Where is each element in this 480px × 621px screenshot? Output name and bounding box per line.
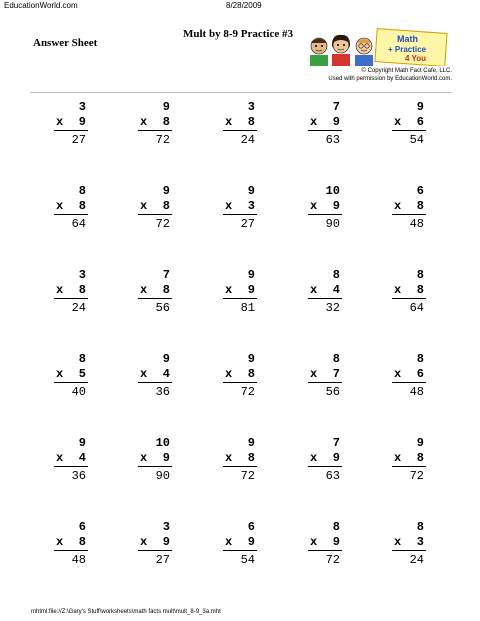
- answer-line: [54, 550, 88, 551]
- problem-multiplier: 4: [162, 367, 170, 381]
- answer-line: [54, 214, 88, 215]
- answer-line: [308, 214, 342, 215]
- problem-multiplicand: 9: [247, 436, 255, 450]
- answer-line: [138, 130, 172, 131]
- multiply-sign: x: [394, 367, 402, 381]
- copyright-line: © Copyright Math Fact Cafe, LLC.: [361, 68, 452, 74]
- problem-multiplier: 9: [162, 535, 170, 549]
- multiply-sign: x: [394, 451, 402, 465]
- multiply-sign: x: [225, 535, 233, 549]
- problem-multiplier: 4: [332, 283, 340, 297]
- multiply-sign: x: [140, 115, 148, 129]
- problem-multiplier: 4: [78, 451, 86, 465]
- answer-line: [54, 466, 88, 467]
- multiply-sign: x: [394, 283, 402, 297]
- problem-answer: 36: [155, 385, 170, 399]
- multiply-sign: x: [310, 451, 318, 465]
- problem: [134, 268, 176, 318]
- problem-answer: 24: [240, 133, 255, 147]
- problem-multiplicand: 3: [78, 268, 86, 282]
- problem-multiplier: 8: [416, 283, 424, 297]
- multiply-sign: x: [56, 535, 64, 549]
- multiply-sign: x: [56, 283, 64, 297]
- answer-line: [223, 382, 257, 383]
- problem-multiplier: 6: [416, 115, 424, 129]
- problem-multiplicand: 7: [332, 436, 340, 450]
- problem-multiplier: 8: [78, 535, 86, 549]
- problem: [219, 184, 261, 234]
- problem: [304, 352, 346, 402]
- problem-multiplier: 8: [162, 115, 170, 129]
- multiply-sign: x: [140, 199, 148, 213]
- multiply-sign: x: [56, 199, 64, 213]
- problem-answer: 27: [240, 217, 255, 231]
- problem: [219, 352, 261, 402]
- problem-answer: 72: [155, 133, 170, 147]
- problem-multiplier: 8: [247, 367, 255, 381]
- problem-multiplicand: 7: [332, 100, 340, 114]
- problem-multiplicand: 9: [416, 100, 424, 114]
- footer-path: mhtml:file://Z:\Gary's Stuff\worksheets\math facts mult\mult_8-9_3a.mht: [31, 609, 221, 615]
- multiply-sign: x: [140, 535, 148, 549]
- problem-answer: 24: [71, 301, 86, 315]
- problem-multiplicand: 8: [332, 268, 340, 282]
- answer-line: [54, 298, 88, 299]
- answer-line: [308, 382, 342, 383]
- problem-multiplicand: 9: [78, 436, 86, 450]
- problem-answer: 36: [71, 469, 86, 483]
- math-practice-logo: [304, 28, 450, 66]
- problem-multiplicand: 9: [162, 352, 170, 366]
- problem-answer: 90: [155, 469, 170, 483]
- answer-line: [223, 550, 257, 551]
- answer-line: [392, 550, 426, 551]
- multiply-sign: x: [56, 367, 64, 381]
- answer-line: [223, 130, 257, 131]
- problem-multiplicand: 7: [162, 268, 170, 282]
- problem-answer: 64: [409, 301, 424, 315]
- problem-multiplicand: 8: [416, 352, 424, 366]
- problem-multiplier: 9: [78, 115, 86, 129]
- answer-line: [138, 466, 172, 467]
- answer-line: [223, 214, 257, 215]
- problem-multiplier: 9: [247, 283, 255, 297]
- problem-multiplier: 8: [162, 283, 170, 297]
- multiply-sign: x: [310, 535, 318, 549]
- problem-multiplicand: 9: [162, 100, 170, 114]
- problem-multiplier: 6: [416, 367, 424, 381]
- problem: [219, 100, 261, 150]
- multiply-sign: x: [310, 115, 318, 129]
- multiply-sign: x: [310, 199, 318, 213]
- problem: [219, 520, 261, 570]
- problem: [304, 268, 346, 318]
- problem-multiplier: 8: [416, 199, 424, 213]
- problem: [304, 100, 346, 150]
- problem-multiplicand: 8: [332, 520, 340, 534]
- problem-answer: 40: [71, 385, 86, 399]
- answer-line: [392, 130, 426, 131]
- problem-multiplicand: 3: [162, 520, 170, 534]
- problem: [388, 352, 430, 402]
- problem-multiplier: 9: [247, 535, 255, 549]
- problem-multiplicand: 6: [78, 520, 86, 534]
- problem-multiplicand: 9: [162, 184, 170, 198]
- date-label: 8/28/2009: [226, 1, 262, 10]
- problem-multiplier: 9: [332, 535, 340, 549]
- answer-line: [392, 214, 426, 215]
- problem-answer: 48: [71, 553, 86, 567]
- logo-line1: Math: [397, 34, 418, 44]
- problem-answer: 48: [409, 385, 424, 399]
- problem-answer: 90: [325, 217, 340, 231]
- answer-line: [223, 466, 257, 467]
- kid-middle-icon: [332, 35, 350, 66]
- answer-line: [54, 130, 88, 131]
- site-label: EducationWorld.com: [4, 1, 78, 10]
- problem-multiplier: 8: [416, 451, 424, 465]
- problem-multiplier: 9: [332, 115, 340, 129]
- problem-answer: 54: [240, 553, 255, 567]
- answer-line: [392, 466, 426, 467]
- problem-multiplicand: 9: [247, 352, 255, 366]
- problem-multiplicand: 10: [155, 436, 170, 450]
- problem: [50, 520, 92, 570]
- problem: [50, 268, 92, 318]
- multiply-sign: x: [394, 199, 402, 213]
- problem-multiplicand: 9: [416, 436, 424, 450]
- problem-multiplier: 9: [332, 451, 340, 465]
- problem-multiplicand: 9: [247, 184, 255, 198]
- answer-line: [392, 298, 426, 299]
- problem: [50, 352, 92, 402]
- problem-multiplier: 8: [78, 199, 86, 213]
- problem: [388, 268, 430, 318]
- problem-multiplicand: 8: [416, 520, 424, 534]
- problem: [50, 184, 92, 234]
- problem-multiplier: 9: [332, 199, 340, 213]
- problem: [50, 100, 92, 150]
- answer-line: [392, 382, 426, 383]
- multiply-sign: x: [394, 115, 402, 129]
- multiply-sign: x: [225, 199, 233, 213]
- logo-line2: + Practice: [388, 45, 427, 54]
- answer-line: [138, 382, 172, 383]
- problem: [388, 520, 430, 570]
- problem-multiplier: 3: [416, 535, 424, 549]
- answer-line: [308, 130, 342, 131]
- answer-line: [223, 298, 257, 299]
- problem-multiplicand: 3: [247, 100, 255, 114]
- divider: [30, 92, 452, 93]
- problem: [50, 436, 92, 486]
- problem-answer: 64: [71, 217, 86, 231]
- kid-left-icon: [310, 38, 328, 66]
- problem-answer: 72: [240, 385, 255, 399]
- problem-multiplier: 8: [247, 115, 255, 129]
- answer-sheet-label: Answer Sheet: [33, 37, 98, 49]
- answer-line: [308, 550, 342, 551]
- problem-multiplicand: 9: [247, 268, 255, 282]
- problem-answer: 27: [71, 133, 86, 147]
- multiply-sign: x: [56, 451, 64, 465]
- problem: [388, 100, 430, 150]
- problem: [304, 436, 346, 486]
- problem: [134, 184, 176, 234]
- problem-multiplicand: 3: [78, 100, 86, 114]
- problem-answer: 72: [325, 553, 340, 567]
- problem-answer: 56: [325, 385, 340, 399]
- problem-answer: 72: [155, 217, 170, 231]
- answer-line: [308, 466, 342, 467]
- problem-answer: 48: [409, 217, 424, 231]
- problem: [388, 436, 430, 486]
- problem-multiplier: 7: [332, 367, 340, 381]
- copyright-notice: [300, 67, 452, 83]
- problem-answer: 81: [240, 301, 255, 315]
- problem: [304, 184, 346, 234]
- problem-multiplier: 8: [78, 283, 86, 297]
- answer-line: [138, 550, 172, 551]
- problem-multiplier: 3: [247, 199, 255, 213]
- multiply-sign: x: [140, 283, 148, 297]
- problem-multiplicand: 10: [325, 184, 340, 198]
- problem-multiplicand: 8: [78, 352, 86, 366]
- problem-multiplicand: 6: [247, 520, 255, 534]
- answer-line: [138, 298, 172, 299]
- worksheet-title: Mult by 8-9 Practice #3: [183, 28, 293, 40]
- problem-multiplier: 8: [162, 199, 170, 213]
- answer-line: [138, 214, 172, 215]
- multiply-sign: x: [56, 115, 64, 129]
- multiply-sign: x: [225, 367, 233, 381]
- multiply-sign: x: [140, 451, 148, 465]
- problem-multiplier: 8: [247, 451, 255, 465]
- problem: [134, 100, 176, 150]
- problem-answer: 56: [155, 301, 170, 315]
- problem: [134, 352, 176, 402]
- problem-multiplicand: 8: [78, 184, 86, 198]
- problem: [219, 436, 261, 486]
- problem: [134, 520, 176, 570]
- permission-line: Used with permission by EducationWorld.com.: [328, 76, 452, 82]
- problem-answer: 32: [325, 301, 340, 315]
- problem: [304, 520, 346, 570]
- multiply-sign: x: [225, 283, 233, 297]
- multiply-sign: x: [310, 367, 318, 381]
- multiply-sign: x: [310, 283, 318, 297]
- multiply-sign: x: [225, 115, 233, 129]
- problem-answer: 63: [325, 133, 340, 147]
- logo-line3: 4 You: [405, 54, 427, 63]
- problem-answer: 72: [240, 469, 255, 483]
- problem-answer: 54: [409, 133, 424, 147]
- problem-multiplicand: 8: [332, 352, 340, 366]
- multiply-sign: x: [394, 535, 402, 549]
- answer-line: [308, 298, 342, 299]
- problem: [219, 268, 261, 318]
- problem-answer: 63: [325, 469, 340, 483]
- problem: [134, 436, 176, 486]
- problem-answer: 24: [409, 553, 424, 567]
- problem: [388, 184, 430, 234]
- problem-answer: 72: [409, 469, 424, 483]
- problem-multiplier: 9: [162, 451, 170, 465]
- problem-multiplicand: 6: [416, 184, 424, 198]
- problem-multiplier: 5: [78, 367, 86, 381]
- problem-multiplicand: 8: [416, 268, 424, 282]
- problem-answer: 27: [155, 553, 170, 567]
- multiply-sign: x: [225, 451, 233, 465]
- multiply-sign: x: [140, 367, 148, 381]
- kid-right-icon: [355, 38, 373, 66]
- answer-line: [54, 382, 88, 383]
